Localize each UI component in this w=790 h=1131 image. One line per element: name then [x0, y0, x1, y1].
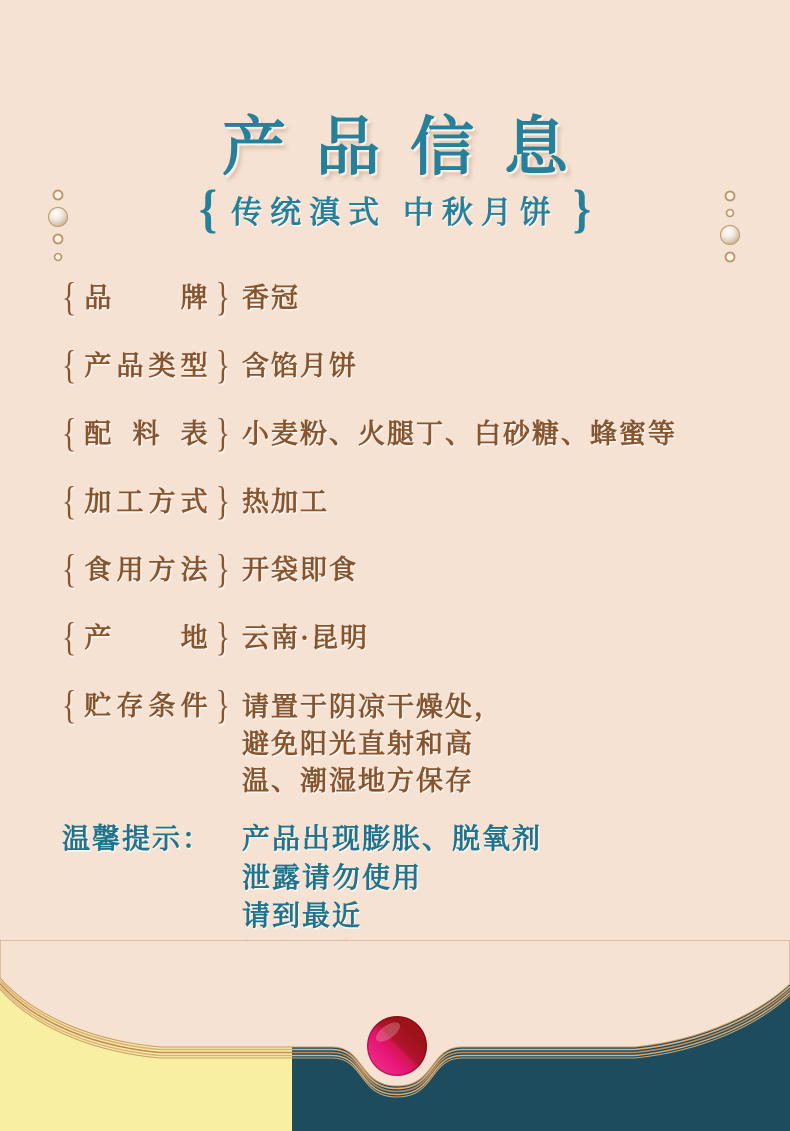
pearl-icon: [49, 208, 68, 227]
brace-right: }: [215, 275, 230, 320]
tips-label: 温馨提示：: [62, 824, 213, 855]
info-row-type: [62, 343, 752, 388]
info-label: { 品牌 }: [62, 275, 230, 320]
ring-icon: [726, 253, 735, 262]
brace-left: {: [62, 615, 77, 660]
red-ball: [367, 1016, 427, 1076]
brace-left: {: [62, 547, 77, 592]
bottom-decoration: [0, 940, 790, 1131]
info-label: { 配料表 }: [62, 411, 230, 456]
page-subtitle-row: [0, 179, 790, 238]
tips-line: 请到最近: [242, 901, 363, 932]
pearl-decoration-left: [43, 188, 73, 268]
ring-icon: [54, 191, 63, 200]
info-label: { 产地 }: [62, 615, 230, 660]
pearl-decoration-right: [715, 189, 745, 267]
info-label: { 贮存条件 }: [62, 683, 230, 728]
brace-left: {: [62, 343, 77, 388]
info-value: 开袋即食: [242, 555, 358, 585]
info-row-storage: [62, 683, 752, 800]
info-value: 小麦粉、火腿丁、白砂糖、蜂蜜等: [242, 419, 677, 449]
info-row-processing: [62, 479, 752, 524]
brace-right: }: [215, 411, 230, 456]
info-value: 香冠: [242, 283, 300, 313]
brace-right: }: [215, 343, 230, 388]
info-list: [62, 275, 752, 834]
info-label: { 食用方法 }: [62, 547, 230, 592]
info-row-ingredients: [62, 411, 752, 456]
ring-icon: [726, 192, 735, 201]
brace-left: {: [62, 683, 77, 728]
info-row-brand: [62, 275, 752, 320]
ring-icon: [55, 254, 62, 261]
info-value: 云南·昆明: [242, 623, 370, 653]
info-value: 热加工: [242, 487, 329, 517]
brace-right: }: [215, 479, 230, 524]
storage-note-lines: [242, 689, 503, 800]
tips-line: 泄露请勿使用: [242, 862, 423, 894]
tips-line: 产品出现膨胀、脱氧剂: [242, 824, 543, 855]
info-label: { 加工方式 }: [62, 479, 230, 524]
storage-line: 避免阳光直射和高: [242, 729, 474, 759]
page-subtitle: 传统滇式 中秋月饼: [231, 194, 559, 230]
info-value: 含馅月饼: [242, 351, 358, 381]
brace-left: {: [62, 411, 77, 456]
subtitle-brace-right: }: [572, 179, 592, 238]
info-row-origin: [62, 615, 752, 660]
info-label: { 产品类型 }: [62, 343, 230, 388]
ring-icon: [727, 210, 734, 217]
page-title: 产品信息: [222, 112, 598, 183]
brace-right: }: [215, 683, 230, 728]
ring-icon: [54, 235, 63, 244]
pearl-icon: [721, 226, 740, 245]
storage-line: 请置于阴凉干燥处，: [242, 692, 503, 722]
brace-right: }: [215, 547, 230, 592]
brace-right: }: [215, 615, 230, 660]
subtitle-brace-left: {: [198, 179, 218, 238]
brace-left: {: [62, 479, 77, 524]
info-row-usage: [62, 547, 752, 592]
brace-left: {: [62, 275, 77, 320]
storage-line: 温、潮湿地方保存: [242, 766, 474, 796]
